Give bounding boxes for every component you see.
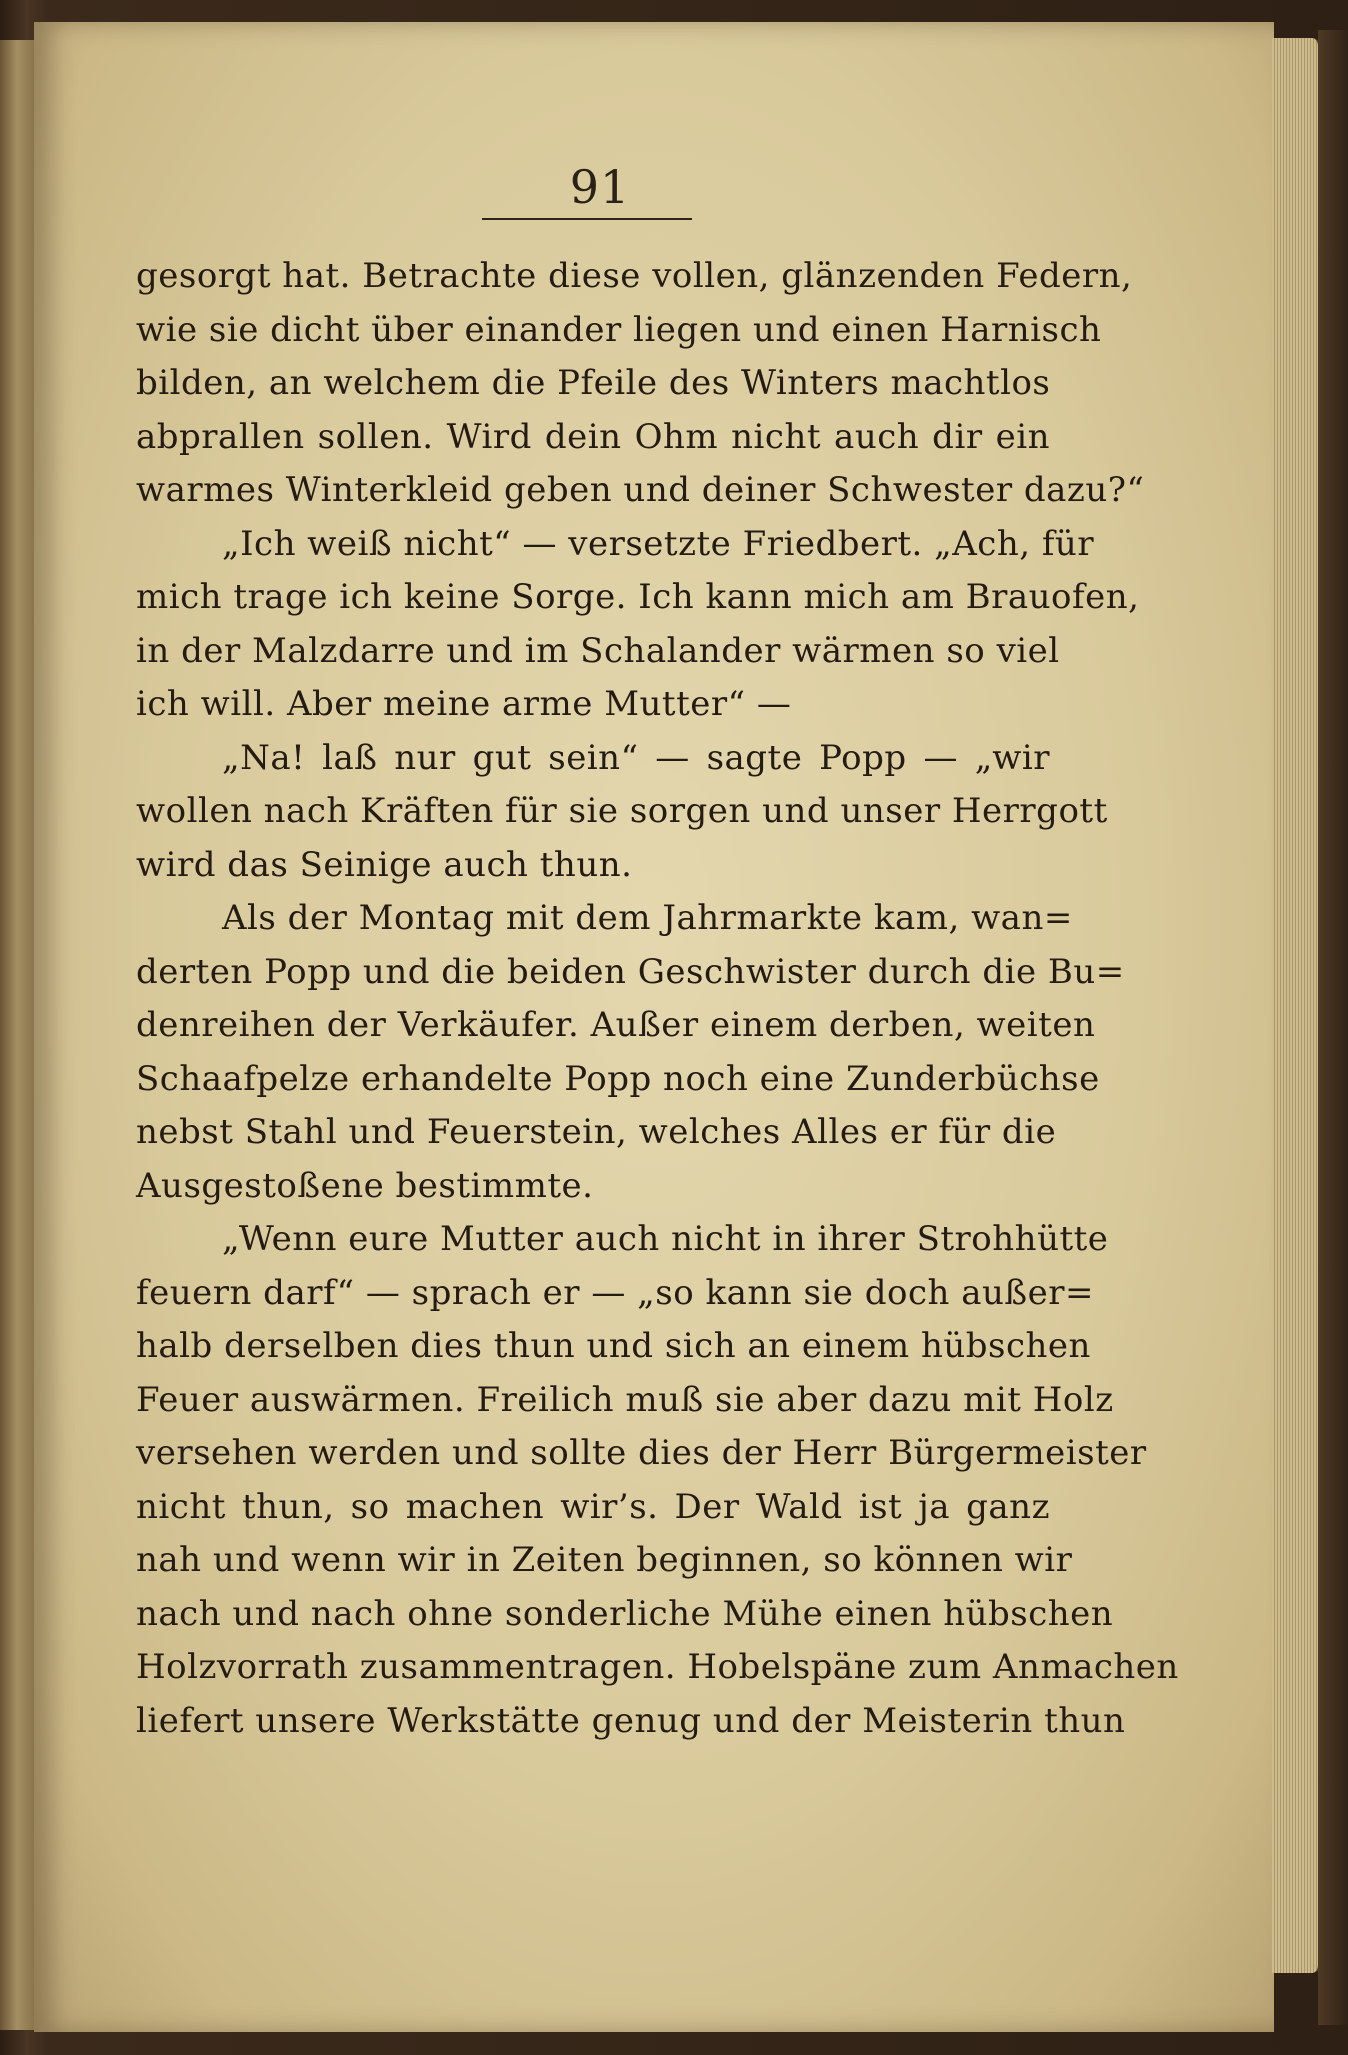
text-line: halb derselben dies thun und sich an einem hübschen [136, 1326, 1091, 1366]
text-line: wie sie dicht über einander liegen und einen Harnisch [136, 309, 1102, 350]
text-line: abprallen sollen. Wird dein Ohm nicht auch dir ein [136, 416, 1050, 457]
text-line: nebst Stahl und Feuerstein, welches Alles er für die [136, 1112, 1057, 1152]
text-line: Feuer auswärmen. Freilich muß sie aber dazu mit Holz [136, 1379, 1114, 1420]
text-line: wollen nach Kräften für sie sorgen und unser Herrgott [136, 791, 1108, 831]
text-line: bilden, an welchem die Pfeile des Winters machtlos [136, 363, 1051, 403]
text-line: Holzvorrath zusammentragen. Hobelspäne zum Anmachen [136, 1647, 1179, 1687]
text-line: Schaafpelze erhandelte Popp noch eine Zunderbüchse [136, 1058, 1100, 1099]
text-line: Ausgestoßene bestimmte. [136, 1165, 594, 1206]
page-number: 91 [569, 160, 631, 214]
body-text [136, 250, 1179, 1748]
text-line: Als der Montag mit dem Jahrmarkte kam, wan= [222, 898, 1073, 938]
text-line: liefert unsere Werkstätte genug und der Meisterin thun [136, 1700, 1126, 1741]
text-line: denreihen der Verkäufer. Außer einem derben, weiten [136, 1005, 1096, 1045]
book-cover-edge [1318, 30, 1348, 2025]
text-line: versehen werden und sollte dies der Herr Bürgermeister [136, 1433, 1147, 1473]
text-line: mich trage ich keine Sorge. Ich kann mich am Brauofen, [136, 577, 1140, 617]
text-line: gesorgt hat. Betrachte diese vollen, glänzenden Federn, [136, 256, 1133, 296]
text-line: nicht thun, so machen wir’s. Der Wald ist ja ganz [136, 1486, 1050, 1527]
facing-page-edge [0, 40, 34, 2030]
text-line: „Ich weiß nicht“ — versetzte Friedbert. „Ach, für [222, 523, 1095, 564]
text-line: wird das Seinige auch thun. [136, 844, 633, 885]
text-line: „Na! laß nur gut sein“ — sagte Popp — „wir [222, 737, 1050, 778]
text-line: nach und nach ohne sonderliche Mühe einen hübschen [136, 1593, 1114, 1634]
text-line: ich will. Aber meine arme Mutter“ — [136, 684, 792, 724]
text-line: warmes Winterkleid geben und deiner Schwester dazu?“ [136, 470, 1145, 510]
header-rule [482, 218, 692, 220]
text-line: in der Malzdarre und im Schalander wärmen so viel [136, 630, 1060, 671]
page-edges [1272, 38, 1320, 1973]
text-line: feuern darf“ — sprach er — „so kann sie doch außer= [136, 1272, 1094, 1313]
text-line: „Wenn eure Mutter auch nicht in ihrer Strohhütte [222, 1219, 1109, 1259]
text-line: nah und wenn wir in Zeiten beginnen, so können wir [136, 1540, 1073, 1580]
text-line: derten Popp und die beiden Geschwister durch die Bu= [136, 951, 1125, 992]
